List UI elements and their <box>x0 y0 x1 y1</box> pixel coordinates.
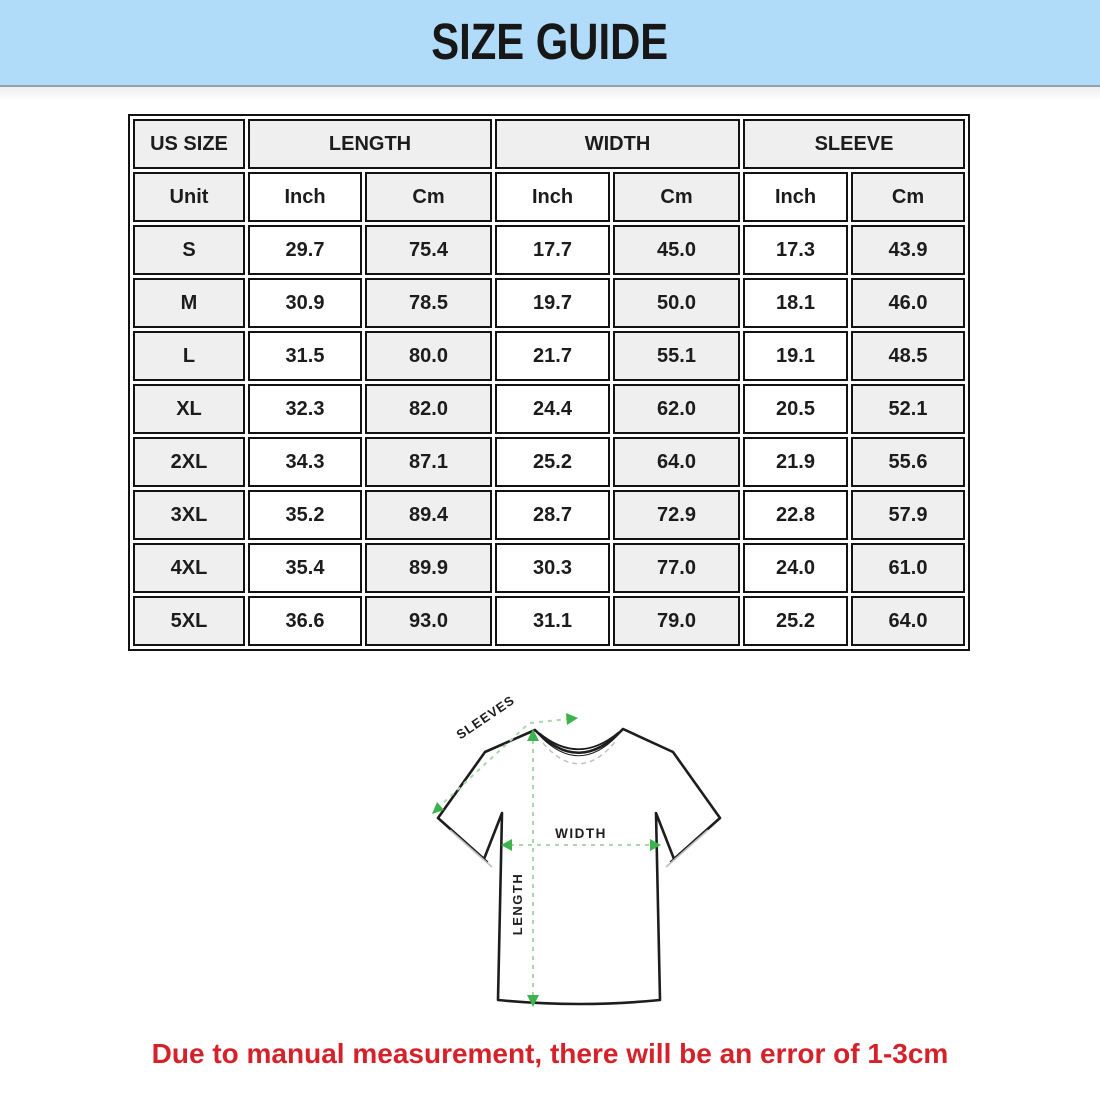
size-row-label: S <box>133 225 245 275</box>
measurement-cell: 18.1 <box>743 278 848 328</box>
measurement-cell: 82.0 <box>365 384 492 434</box>
table-row <box>133 437 965 487</box>
size-guide-banner <box>0 0 1100 87</box>
unit-inch-header: Inch <box>248 172 362 222</box>
measurement-cell: 32.3 <box>248 384 362 434</box>
measurement-cell: 64.0 <box>851 596 965 646</box>
unit-cm-header: Cm <box>365 172 492 222</box>
measurement-cell: 78.5 <box>365 278 492 328</box>
measurement-cell: 22.8 <box>743 490 848 540</box>
measurement-cell: 17.7 <box>495 225 610 275</box>
measurement-cell: 89.4 <box>365 490 492 540</box>
measurement-cell: 75.4 <box>365 225 492 275</box>
unit-header: Unit <box>133 172 245 222</box>
sleeves-label: SLEEVES <box>453 692 518 743</box>
measurement-cell: 46.0 <box>851 278 965 328</box>
size-row-label: 2XL <box>133 437 245 487</box>
measurement-cell: 30.9 <box>248 278 362 328</box>
page-title: SIZE GUIDE <box>431 13 669 71</box>
unit-cm-header: Cm <box>851 172 965 222</box>
measurement-cell: 48.5 <box>851 331 965 381</box>
table-row <box>133 225 965 275</box>
tshirt-measurement-diagram <box>400 680 780 1040</box>
measurement-cell: 17.3 <box>743 225 848 275</box>
measurement-cell: 61.0 <box>851 543 965 593</box>
measurement-cell: 31.5 <box>248 331 362 381</box>
measurement-cell: 64.0 <box>613 437 740 487</box>
measurement-disclaimer: Due to manual measurement, there will be an error of 1-3cm <box>151 1038 949 1069</box>
measurement-cell: 28.7 <box>495 490 610 540</box>
group-header-sleeve: SLEEVE <box>743 119 965 169</box>
table-row <box>133 543 965 593</box>
size-row-label: XL <box>133 384 245 434</box>
unit-inch-header: Inch <box>495 172 610 222</box>
table-row <box>133 596 965 646</box>
measurement-cell: 19.1 <box>743 331 848 381</box>
tshirt-diagram-svg <box>400 680 780 1040</box>
measurement-cell: 21.7 <box>495 331 610 381</box>
group-header-us-size: US SIZE <box>133 119 245 169</box>
measurement-cell: 43.9 <box>851 225 965 275</box>
measurement-cell: 79.0 <box>613 596 740 646</box>
measurement-cell: 77.0 <box>613 543 740 593</box>
measurement-cell: 30.3 <box>495 543 610 593</box>
group-header-width: WIDTH <box>495 119 740 169</box>
measurement-cell: 57.9 <box>851 490 965 540</box>
size-row-label: L <box>133 331 245 381</box>
group-header-length: LENGTH <box>248 119 492 169</box>
table-row <box>133 278 965 328</box>
measurement-cell: 93.0 <box>365 596 492 646</box>
measurement-cell: 29.7 <box>248 225 362 275</box>
measurement-cell: 72.9 <box>613 490 740 540</box>
measurement-cell: 24.0 <box>743 543 848 593</box>
measurement-cell: 20.5 <box>743 384 848 434</box>
size-table <box>128 114 970 651</box>
measurement-cell: 50.0 <box>613 278 740 328</box>
measurement-cell: 34.3 <box>248 437 362 487</box>
table-row <box>133 331 965 381</box>
measurement-cell: 36.6 <box>248 596 362 646</box>
length-label: LENGTH <box>510 872 525 936</box>
measurement-cell: 45.0 <box>613 225 740 275</box>
width-label: WIDTH <box>555 826 607 841</box>
size-row-label: 5XL <box>133 596 245 646</box>
measurement-cell: 89.9 <box>365 543 492 593</box>
measurement-cell: 25.2 <box>495 437 610 487</box>
measurement-cell: 35.4 <box>248 543 362 593</box>
size-row-label: M <box>133 278 245 328</box>
measurement-cell: 25.2 <box>743 596 848 646</box>
measurement-cell: 52.1 <box>851 384 965 434</box>
measurement-cell: 87.1 <box>365 437 492 487</box>
table-group-header-row <box>133 119 965 169</box>
measurement-cell: 80.0 <box>365 331 492 381</box>
measurement-cell: 55.1 <box>613 331 740 381</box>
tshirt-outline <box>438 729 720 1004</box>
measurement-cell: 55.6 <box>851 437 965 487</box>
measurement-cell: 24.4 <box>495 384 610 434</box>
size-row-label: 3XL <box>133 490 245 540</box>
measurement-cell: 62.0 <box>613 384 740 434</box>
measurement-cell: 31.1 <box>495 596 610 646</box>
table-row <box>133 490 965 540</box>
table-unit-row <box>133 172 965 222</box>
table-row <box>133 384 965 434</box>
measurement-cell: 21.9 <box>743 437 848 487</box>
measurement-cell: 19.7 <box>495 278 610 328</box>
measurement-cell: 35.2 <box>248 490 362 540</box>
size-row-label: 4XL <box>133 543 245 593</box>
unit-cm-header: Cm <box>613 172 740 222</box>
unit-inch-header: Inch <box>743 172 848 222</box>
